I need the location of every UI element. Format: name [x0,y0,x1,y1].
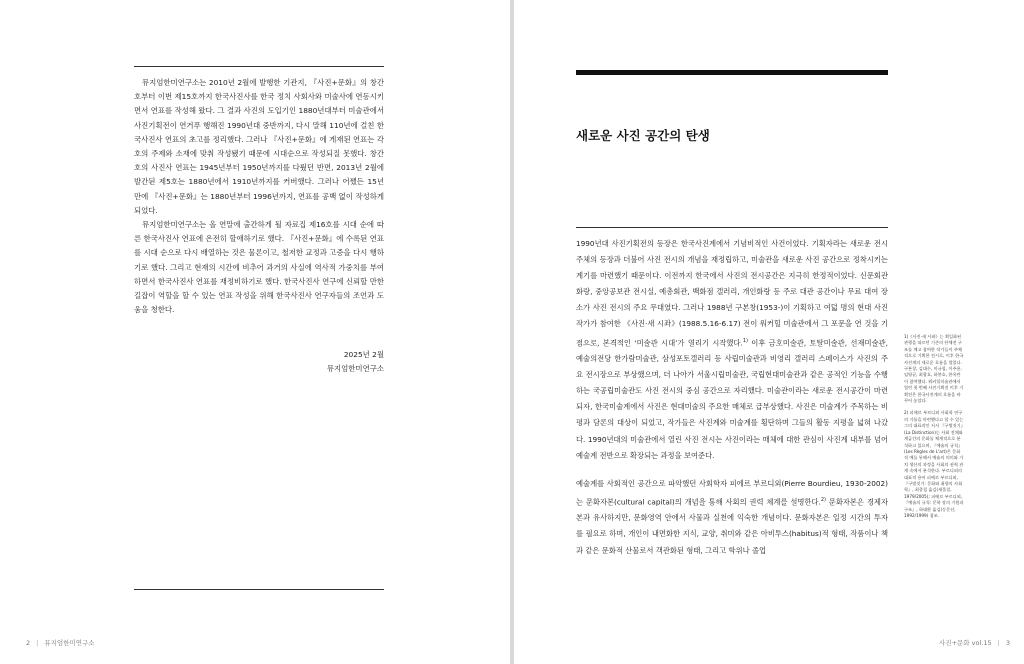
top-rule [134,66,384,67]
essay-text: 예술계를 사회적인 공간으로 파악했던 사회학자 피에르 부르디외(Pierre Bourdieu, 1930-2002)는 문화자본(cultural capital)의 개념을 통해 사회의 권력 체계를 설명한다. [576,478,888,507]
left-page [0,0,510,664]
left-folio: 2 | 뮤지엄한미연구소 [26,639,95,647]
body-top-rule [576,227,888,228]
footnotes [904,334,964,519]
preface-paragraph: 뮤지엄한미연구소는 2010년 2월에 발행한 기관지, 『사진+문화』의 창간호부터 이번 제15호까지 한국사진사를 한국 정치 사회사와 미술사에 연동시키면서 연표를 작성해 왔다. 그 결과 사진의 도입기인 1880년대부터 미술관에서 사진기획전이 연거푸 행해진 1990년대 중반까지, 다시 말해 110년에 걸친 한국사진사 연표의 초고를 정리했다. 그러나 『사진+문화』에 게재된 연표는 각 호의 주제와 소재에 맞춰 작성됐기 때문에 시대순으로 작성되질 못했다. 창간호의 사진사 연표는 1945년부터 1950년까지를 다뤘던 반면, 2013년 2월에 발간된 제5호는 1880년에서 1910년까지를 커버했다. 그러나 어쨌든 15년 만에 『사진+문화』는 1880년부터 1996년까지, 연표를 공백 없이 작성하게 되었다. [134,78,384,215]
essay-paragraph [576,236,888,464]
preface-paragraph: 뮤지엄한미연구소는 올 연말에 출간하게 될 자료집 제16호를 시대 순에 따른 한국사진사 연표에 온전히 할애하기로 했다. 『사진+문화』에 수록된 연표를 시대 순으로 다시 배열하는 것은 물론이고, 철저한 교정과 고증을 다시 행하기로 했다. 그리고 현재의 시간에 비추어 과거의 사실에 역사적 가중치를 부여하면서 한국사진사 연표를 재정비하기로 했다. 한국사진사 연구에 신뢰할 만한 길잡이 역할을 할 수 있는 연표 작성을 위해 한국사진사 연구자들의 조언과 도움을 청한다. [134,220,384,315]
essay-body [576,236,888,559]
signature-block [250,348,384,376]
essay-text: 문화자본은 경제자본과 유사하지만, 문화영역 안에서 사물과 실천에 익숙한 개념이다. 문화자본은 일정 시간의 투자를 필요로 하며, 개인이 내면화한 지식, 교양, 취미와 같은 아비투스(habitus)적 형태, 작품이나 책과 같은 문화적 산물로서 객관화된 형태, 그리고 학위나 졸업 [576,497,888,555]
footnote: 1)《사진·새 시좌》는 획일화된 관행을 따르던 기존의 단체전 구조를 깨고 참여한 작가들이 주체적으로 기획한 전시로, 이후 한국 사진계의 새로운 흐름을 열었다. 구본창, 김대수, 이규철, 이주용, 임영균, 최광호, 하봉호, 한옥란이 참여했다. 워커힐미술관에서 열린 첫 번째 사진기획전 이후 기획전은 한국사진계의 흐름을 바꾸어 놓았다. [904,334,964,404]
essay-paragraph [576,476,888,559]
bottom-rule [134,589,384,590]
page-number: 3 [1005,639,1010,647]
section-title: 새로운 사진 공간의 탄생 [576,128,710,143]
footnote: 2) 피에르 부르디외 사회학 연구의 기틀을 마련했다고 할 수 있는 그의 대표작인 저서 『구별짓기』(La Distinction)는 사회 전체와 계급간의 문화를 체계적으로 분석하고 있으며, 『예술의 규칙』(Les Règles de L'art)은 문화적 예를 통해서 예술의 의미와 가치 생산의 과정을 사회의 권력 관계 속에서 분석한다. 부르디외의 대표적 용어 피에르 부르디외, 『구별짓기: 문화와 취향의 사회학』, 최종철 옮김(새물결, 1979/2005); 피에르 부르디외, 『예술의 규칙: 문학 장의 기원과 구조』, 하태환 옮김(동문선, 1992/1999) 참조. [904,410,964,518]
preface-date: 2025년 2월 [343,350,384,359]
right-page [514,0,1024,664]
preface-body [134,76,384,317]
running-footer: 뮤지엄한미연구소 [44,639,95,647]
essay-text: 이후 금호미술관, 토탈미술관, 선재미술관, 예술의전당 한가람미술관, 삼성포토갤러리 등 사립미술관과 비영리 갤러리 스페이스가 사진의 주요 전시장으로 부상했으며, 더 나아가 서울시립미술관, 국립현대미술관과 같은 공적인 기능을 수행하는 국공립미술관도 사진 전시의 중심 공간으로 자리했다. 미술관이라는 새로운 전시공간이 마련되자, 한국미술계에서 사진은 현대미술의 주요한 매체로 급부상했다. 사진은 미술계가 주목하는 비평과 담론의 대상이 되었고, 작가들은 사진계와 미술계를 횡단하며 그들의 활동 지평을 넓혀 나갔다. 1990년대의 미술관에서 열린 사진 전시는 사진이라는 매체에 대한 관심이 사진계 내부를 넘어 예술계 전반으로 확장되는 과정을 보여준다. [576,337,888,460]
right-folio: 사진+문화 vol.15 | 3 [939,639,1010,647]
essay-text: 1990년대 사진기획전의 등장은 한국사진계에서 기념비적인 사건이었다. 기획자라는 새로운 전시 주체의 등장과 더불어 사진 전시의 개념을 재정립하고, 미술관을 새로운 사진 공간으로 정착시키는 계기를 마련했기 때문이다. 이전까지 한국에서 사진의 전시공간은 지극히 한정적이었다. 신문회관 화랑, 중앙공보관 전시실, 예총회관, 백화점 갤러리, 개인화랑 등 주로 대관 공간이나 무료 대여 장소가 사진 전시의 주요 무대였다. 그러나 1988년 구본창(1953-)이 기획하고 여덟 명의 현대 사진작가가 참여한 《사진·새 시좌》(1988.5.16-6.17) 전이 워커힐 미술관에서 그 포문을 연 것을 기점으로, 본격적인 ‘미술관 시대’가 열리기 시작했다. [576,239,888,347]
footnote-ref: 2) [820,496,826,503]
running-footer: 사진+문화 vol.15 [939,639,992,647]
page-number: 2 [26,639,31,647]
footnote-ref: 1) [742,337,748,344]
preface-author: 뮤지엄한미연구소 [326,364,384,373]
title-rule [576,70,888,75]
